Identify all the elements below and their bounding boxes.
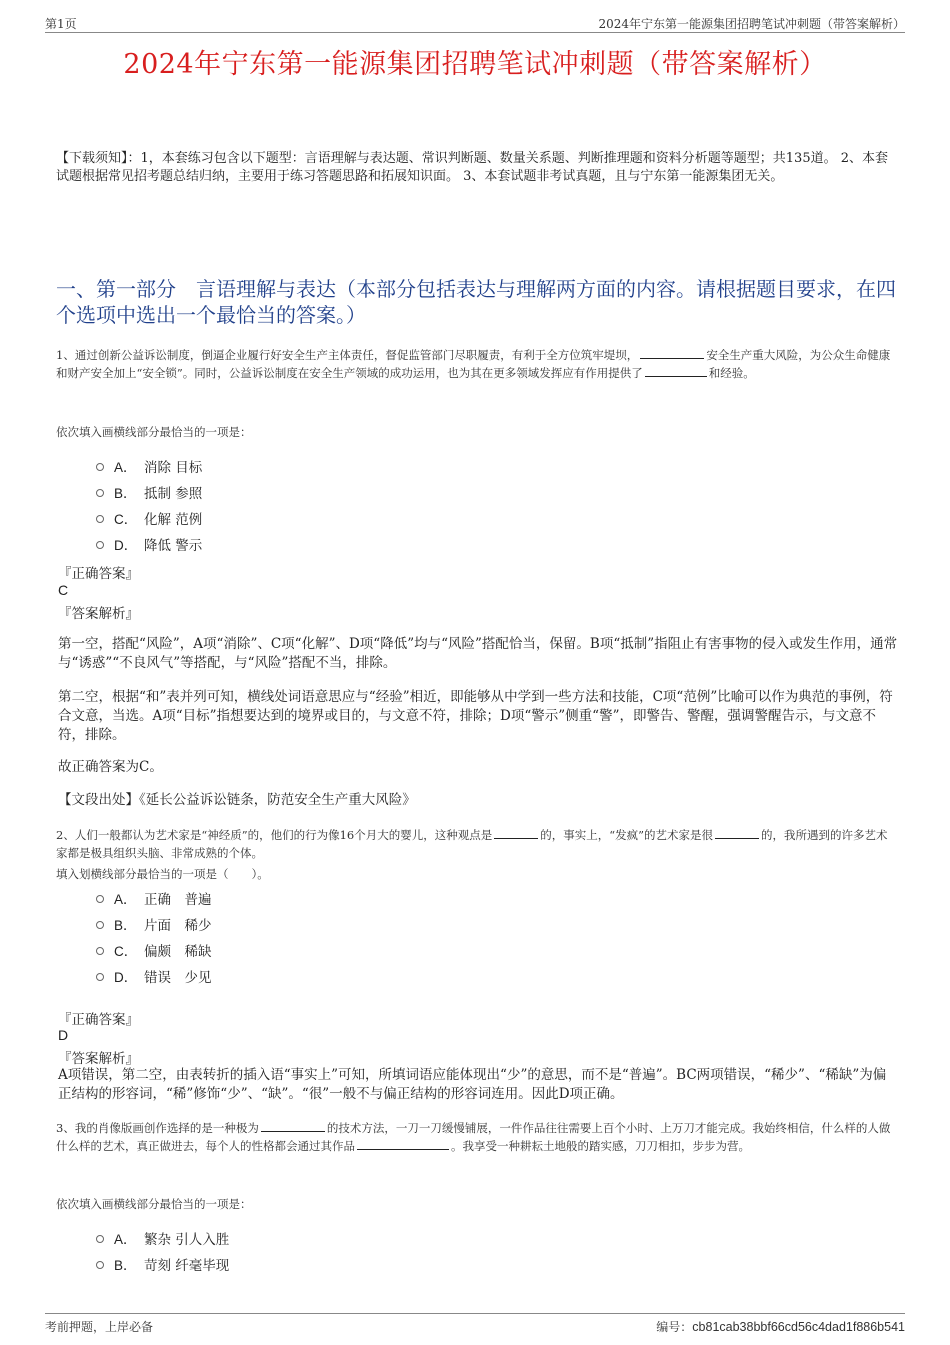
option-text: 降低 警示 (144, 538, 203, 554)
q2-blank-1 (494, 826, 538, 839)
q2-correct-label: 『正确答案』 (58, 1012, 139, 1028)
q1-part3: 和经验。 (708, 366, 755, 380)
option-key: B． (114, 1258, 137, 1273)
q1-option-b[interactable] (96, 479, 202, 505)
page-footer (45, 1313, 905, 1336)
option-key: B． (114, 918, 137, 933)
option-text: 片面 稀少 (144, 918, 212, 934)
question-2-text (56, 826, 898, 862)
radio-icon[interactable] (96, 1235, 104, 1243)
option-key: C． (114, 944, 138, 959)
document-title: 2024年宁东第一能源集团招聘笔试冲刺题（带答案解析） (123, 49, 827, 80)
option-text: 偏颇 稀缺 (144, 944, 212, 960)
option-key: C． (114, 512, 138, 527)
q1-source: 【文段出处】《延长公益诉讼链条，防范安全生产重大风险》 (58, 792, 416, 808)
option-key: D． (114, 538, 138, 553)
q1-analysis-1: 第一空，搭配“风险”，A项“消除”、C项“化解”、D项“降低”均与“风险”搭配恰当，保留。B项“抵制”指阻止有害事物的侵入或发生作用，通常与“诱惑”“不良风气”等搭配，与“风险”搭配不当，排除。 (58, 636, 898, 671)
header-doc-title: 2024年宁东第一能源集团招聘笔试冲刺题（带答案解析） (598, 17, 905, 31)
page-number: 第1页 (45, 17, 77, 31)
option-key: B． (114, 486, 137, 501)
q2-blank-2 (715, 826, 759, 839)
radio-icon[interactable] (96, 895, 104, 903)
q3-part3: 。我享受一种耕耘土地般的踏实感，刀刀相扣，步步为营。 (451, 1139, 750, 1153)
q2-part2: 的，事实上，“发疯”的艺术家是很 (540, 828, 713, 842)
footer-slogan: 考前押题，上岸必备 (45, 1320, 154, 1334)
question-3-instruction: 依次填入画横线部分最恰当的一项是： (56, 1197, 252, 1211)
q1-part1: 1、通过创新公益诉讼制度，倒逼企业履行好安全生产主体责任，督促监管部门尽职履责，有利于全方位筑牢堤坝， (56, 348, 639, 362)
option-text: 苛刻 纤毫毕现 (144, 1258, 230, 1274)
option-text: 错误 少见 (144, 970, 212, 986)
download-notice: 【下载须知】：1，本套练习包含以下题型：言语理解与表达题、常识判断题、数量关系题、判断推理题和资料分析题等题型；共135道。 2、本套试题根据常见招考题总结归纳，主要用于练习答题思路和拓展知识面。 3、本套试题非考试真题，且与宁东第一能源集团无关。 (56, 151, 888, 184)
option-text: 消除 目标 (144, 460, 203, 476)
question-2-options (96, 885, 212, 989)
q2-part1: 2、人们一般都认为艺术家是“神经质”的，他们的行为像16个月大的婴儿，这种观点是 (56, 828, 493, 842)
q1-option-a[interactable] (96, 453, 202, 479)
q3-blank-1 (261, 1119, 325, 1132)
section-heading: 一、第一部分 言语理解与表达（本部分包括表达与理解两方面的内容。请根据题目要求，在四个选项中选出一个最恰当的答案。） (56, 277, 896, 327)
q2-part3: 的，我所遇到的许多艺术家都是极具组织头脑、非常成熟的个体。 (56, 828, 888, 860)
option-text: 抵制 参照 (144, 486, 203, 502)
q1-conclusion: 故正确答案为C。 (58, 759, 163, 775)
q3-option-a[interactable] (96, 1225, 229, 1251)
radio-icon[interactable] (96, 921, 104, 929)
q3-option-b[interactable] (96, 1251, 229, 1277)
q1-analysis-2: 第二空，根据“和”表并列可知，横线处词语意思应与“经验”相近，即能够从中学到一些方法和技能，C项“范例”比喻可以作为典范的事例，符合文意，当选。A项“目标”指想要达到的境界或目的，与文意不符，排除；D项“警示”侧重“警”，即警告、警醒，强调警醒告示，与文意不符，排除。 (58, 689, 893, 743)
option-text: 化解 范例 (144, 512, 203, 528)
q1-correct-label: 『正确答案』 (58, 566, 139, 582)
q2-analysis-label: 『答案解析』 (58, 1051, 139, 1067)
q1-option-c[interactable] (96, 505, 202, 531)
footer-code-value: cb81cab38bbf66cd56c4dad1f886b541 (692, 1320, 905, 1334)
radio-icon[interactable] (96, 463, 104, 471)
q3-part2: 的技术方法，一刀一刀缓慢铺展，一件作品往往需要上百个小时、上万刀才能完成。我始终相信，什么样的人做什么样的艺术，真正做进去，每个人的性格都会通过其作品 (56, 1121, 891, 1153)
question-3-text (56, 1119, 898, 1155)
question-1-instruction: 依次填入画横线部分最恰当的一项是： (56, 425, 252, 439)
q1-option-d[interactable] (96, 531, 202, 557)
q2-analysis: A项错误，第二空，由表转折的插入语“事实上”可知，所填词语应能体现出“少”的意思，而不是“普遍”。BC两项错误，“稀少”、“稀缺”为偏正结构的形容词，“稀”修饰“少”、“缺”。“很”一般不与偏正结构的形容词连用。因此D项正确。 (58, 1067, 887, 1102)
option-key: A． (114, 1232, 137, 1247)
option-key: D． (114, 970, 138, 985)
q1-blank-1 (640, 346, 704, 359)
radio-icon[interactable] (96, 973, 104, 981)
q1-blank-2 (645, 364, 707, 377)
radio-icon[interactable] (96, 947, 104, 955)
radio-icon[interactable] (96, 515, 104, 523)
q2-option-a[interactable] (96, 885, 212, 911)
q1-correct-answer: C (58, 582, 69, 598)
option-key: A． (114, 892, 137, 907)
q1-part2: 安全生产重大风险，为公众生命健康和财产安全加上“安全锁”。同时，公益诉讼制度在安全生产领域的成功运用，也为其在更多领域发挥应有作用提供了 (56, 348, 891, 380)
question-1-options (96, 453, 202, 557)
option-key: A． (114, 460, 137, 475)
q2-option-c[interactable] (96, 937, 212, 963)
radio-icon[interactable] (96, 1261, 104, 1269)
q3-part1: 3、我的肖像版画创作选择的是一种极为 (56, 1121, 259, 1135)
q2-option-d[interactable] (96, 963, 212, 989)
q2-option-b[interactable] (96, 911, 212, 937)
q1-analysis-label: 『答案解析』 (58, 606, 139, 622)
radio-icon[interactable] (96, 489, 104, 497)
option-text: 正确 普遍 (144, 892, 212, 908)
q3-blank-2 (357, 1137, 449, 1150)
question-2-instruction: 填入划横线部分最恰当的一项是（ ）。 (56, 867, 269, 881)
radio-icon[interactable] (96, 541, 104, 549)
q2-correct-answer: D (58, 1027, 69, 1043)
page-header (45, 12, 905, 33)
question-3-options (96, 1225, 229, 1277)
question-1-text (56, 346, 898, 382)
option-text: 繁杂 引人入胜 (144, 1232, 230, 1248)
footer-code (656, 1318, 905, 1335)
footer-code-label: 编号： (656, 1320, 693, 1334)
